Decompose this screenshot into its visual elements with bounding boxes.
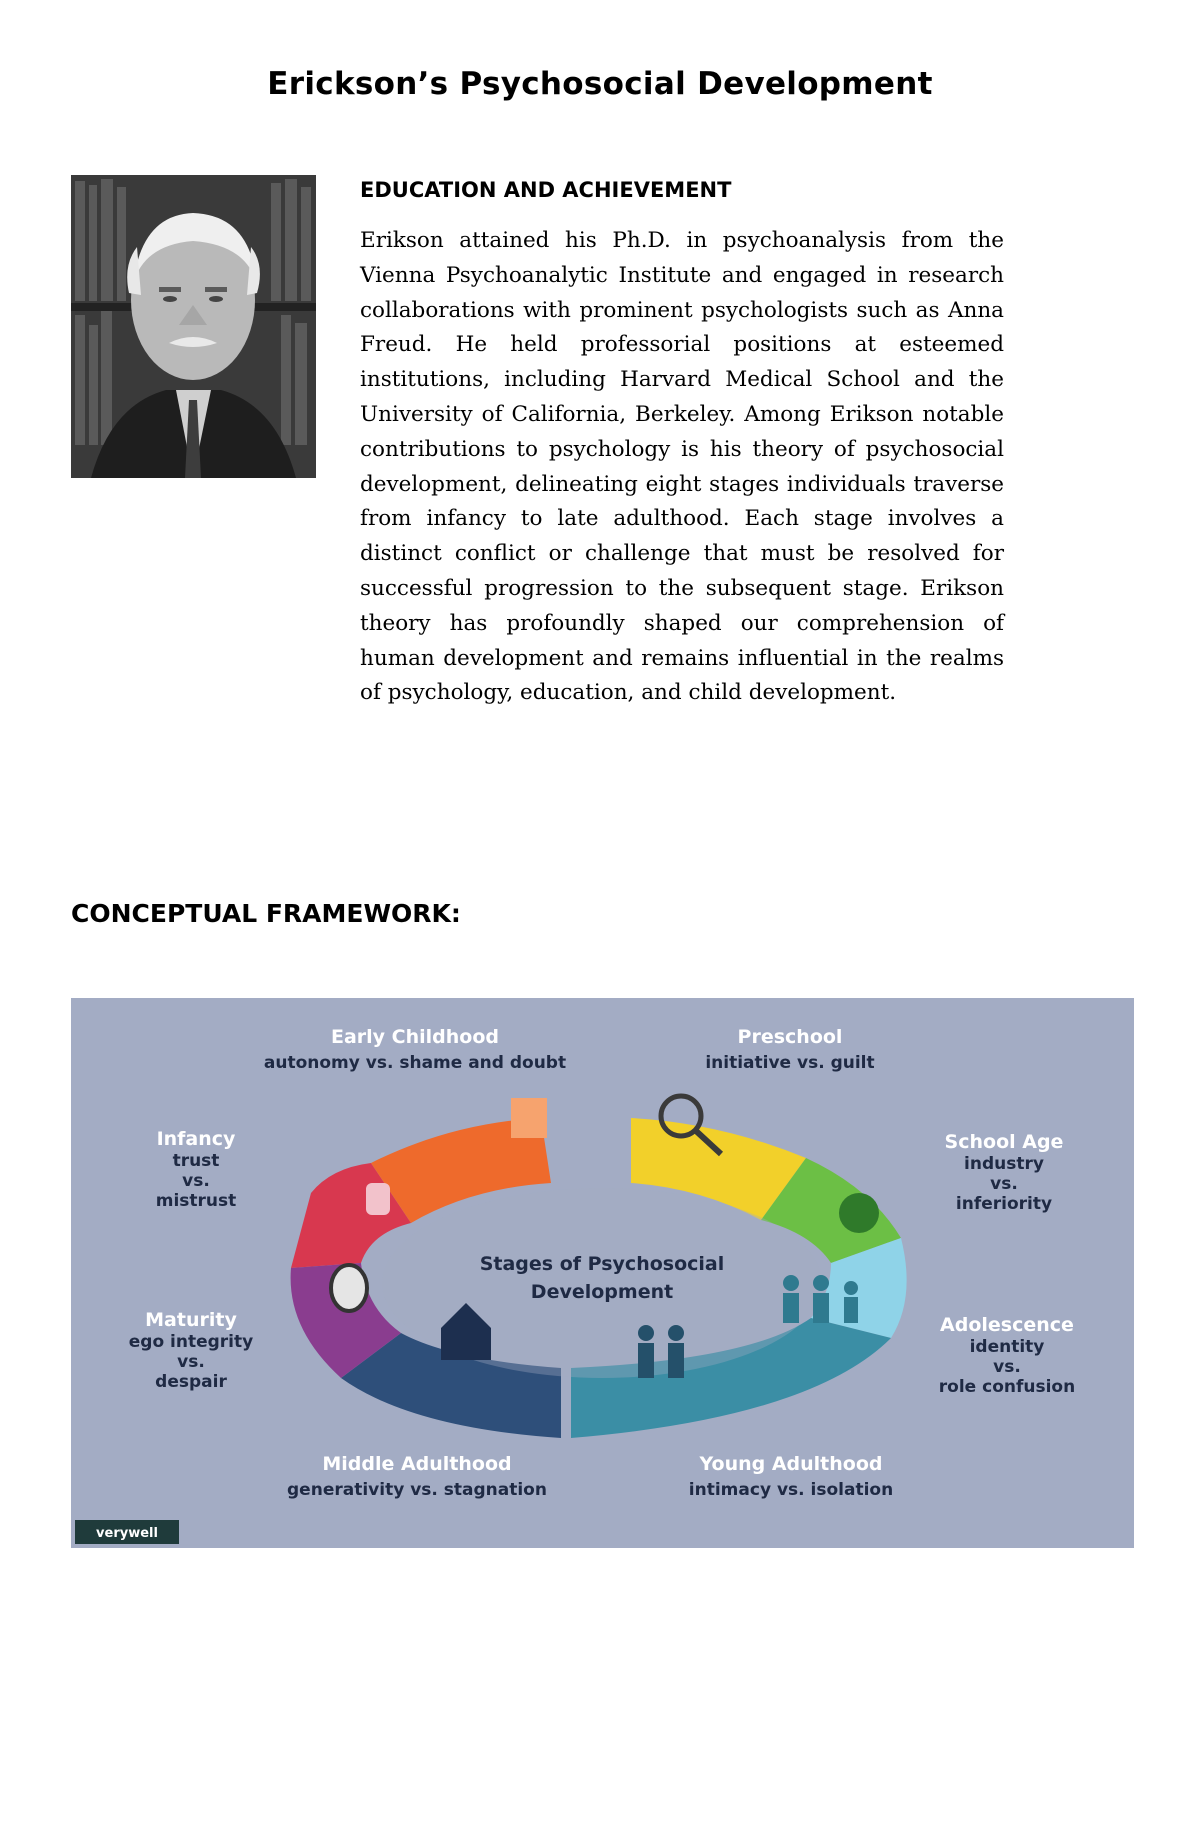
stage-young-adulthood-name: Young Adulthood xyxy=(699,1453,883,1475)
psychosocial-stages-diagram xyxy=(71,998,1134,1548)
stage-infancy-conflict-3: mistrust xyxy=(155,1191,237,1211)
brand-label: verywell xyxy=(96,1526,158,1541)
apple-icon xyxy=(839,1193,879,1233)
stage-ring xyxy=(291,1118,907,1438)
framework-heading: CONCEPTUAL FRAMEWORK: xyxy=(71,899,461,928)
stage-preschool-conflict: initiative vs. guilt xyxy=(705,1053,875,1073)
stage-adolescence-conflict-2: vs. xyxy=(993,1357,1021,1377)
center-label-line2: Development xyxy=(530,1281,674,1303)
center-label-line1: Stages of Psychosocial xyxy=(479,1253,725,1275)
stage-early-childhood-conflict: autonomy vs. shame and doubt xyxy=(263,1053,567,1073)
education-paragraph: Erikson attained his Ph.D. in psychoanalysis from the Vienna Psychoanalytic Institute and engaged in research collaborations with prominent psychologists such as Anna Freud. He held professorial positions at esteemed institutions, including Harvard Medical School and the University of California, Berkeley. Among Erikson notable contributions to psychology is his theory of psychosocial development, delineating eight stages individuals traverse from infancy to late adulthood. Each stage involves a distinct conflict or challenge that must be resolved for successful progression to the subsequent stage. Erikson theory has profoundly shaped our comprehension of human development and remains influential in the realms of psychology, education, and child development. xyxy=(360,228,1004,706)
page-title: Erickson’s Psychosocial Development xyxy=(267,66,933,102)
stage-infancy-name: Infancy xyxy=(156,1128,236,1150)
stage-young-adulthood-conflict: intimacy vs. isolation xyxy=(688,1480,894,1500)
stage-infancy-conflict-1: trust xyxy=(172,1151,220,1171)
stage-maturity-conflict-1: ego integrity xyxy=(128,1332,254,1352)
baby-bottle-icon xyxy=(366,1183,390,1215)
stage-school-age-conflict-1: industry xyxy=(964,1154,1044,1174)
stage-early-childhood-name: Early Childhood xyxy=(330,1026,500,1048)
stage-adolescence-conflict-3: role confusion xyxy=(938,1377,1076,1397)
stage-school-age-conflict-2: vs. xyxy=(990,1174,1018,1194)
stage-maturity-conflict-2: vs. xyxy=(177,1352,205,1372)
stage-school-age-name: School Age xyxy=(944,1131,1064,1153)
blocks-icon xyxy=(511,1098,547,1138)
stage-maturity-name: Maturity xyxy=(145,1309,237,1331)
stage-middle-adulthood-conflict: generativity vs. stagnation xyxy=(287,1480,547,1500)
stage-adolescence-name: Adolescence xyxy=(940,1314,1074,1336)
stage-maturity-conflict-3: despair xyxy=(155,1372,227,1392)
portrait-photo xyxy=(71,175,316,478)
stage-school-age-conflict-3: inferiority xyxy=(955,1194,1053,1214)
stage-preschool-name: Preschool xyxy=(737,1026,843,1048)
education-heading: EDUCATION AND ACHIEVEMENT xyxy=(360,178,732,202)
stage-infancy-conflict-2: vs. xyxy=(182,1171,210,1191)
mirror-icon xyxy=(331,1265,367,1311)
stage-adolescence-conflict-1: identity xyxy=(969,1337,1045,1357)
stage-middle-adulthood-name: Middle Adulthood xyxy=(322,1453,512,1475)
